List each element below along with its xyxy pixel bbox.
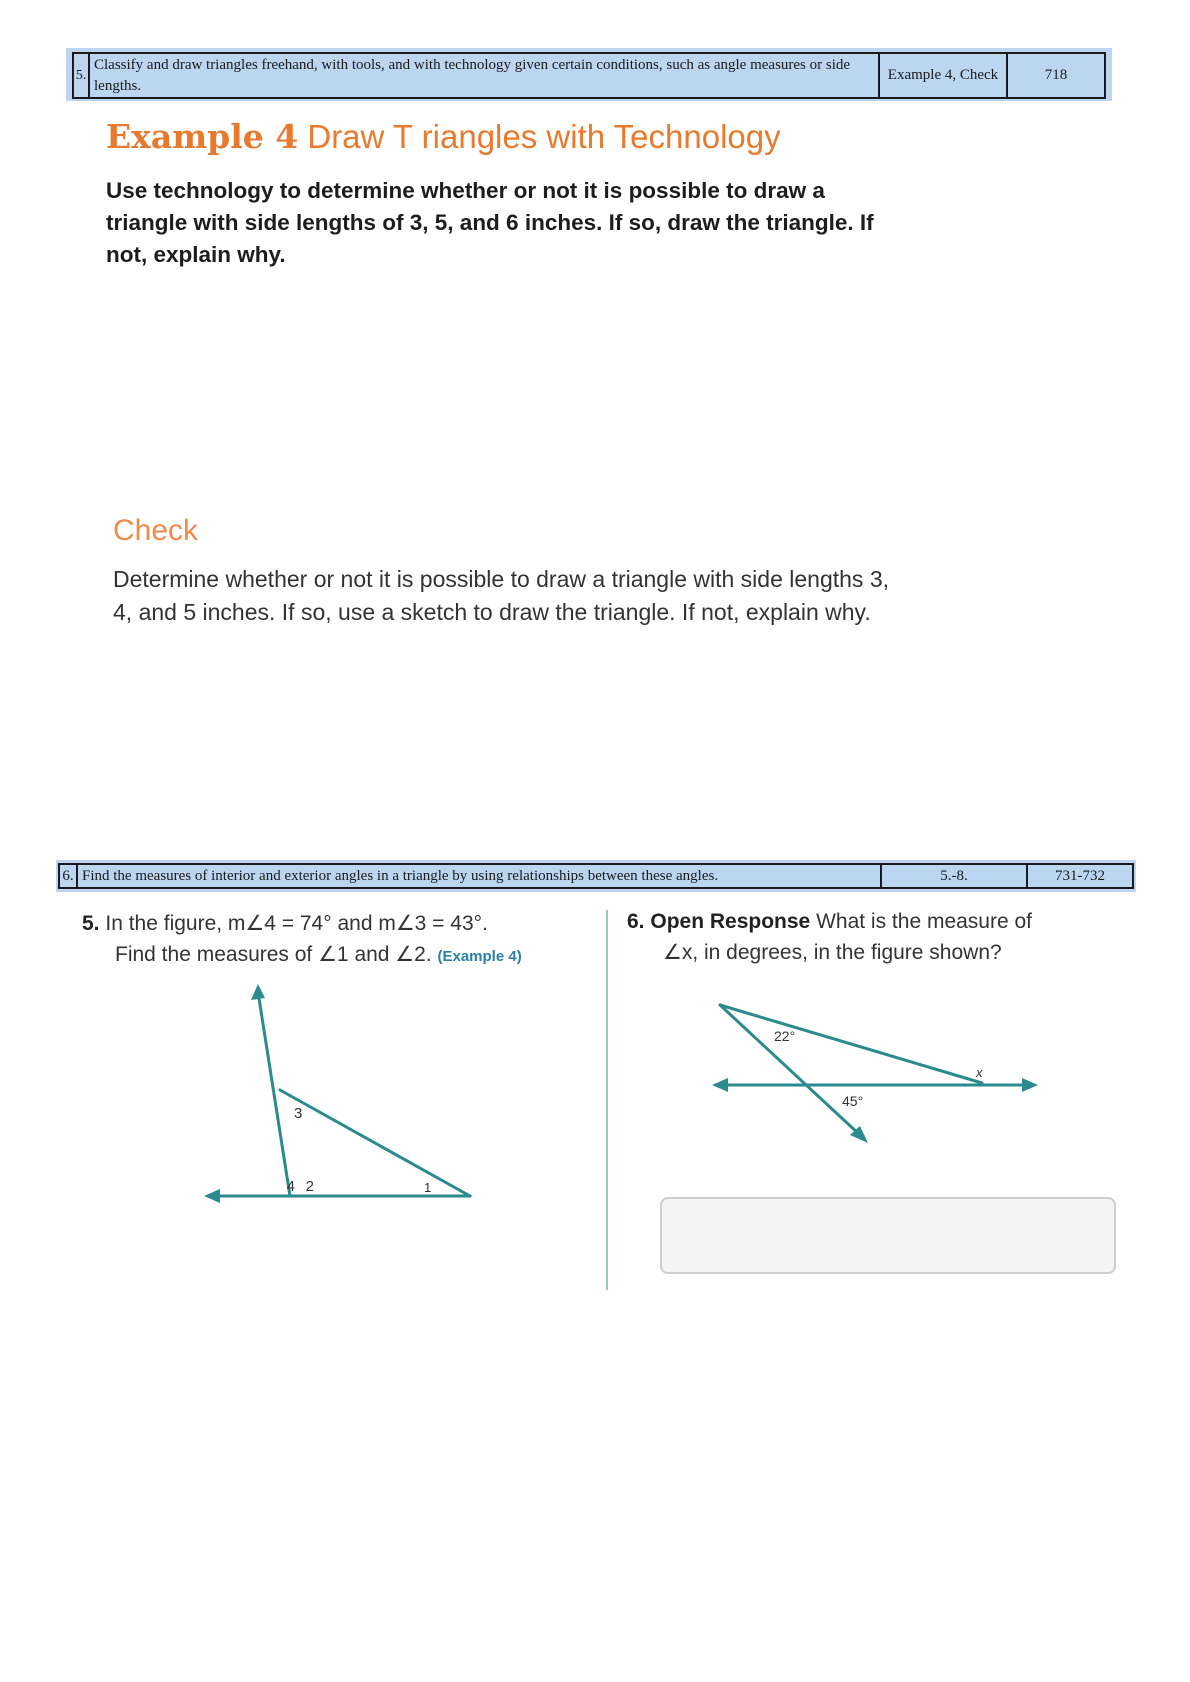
answer-input-box[interactable] [660,1197,1116,1274]
problem-5-text2: Find the measures of ∠1 and ∠2. [115,943,432,966]
column-divider [606,910,608,1290]
angle-3-label: 3 [294,1105,303,1122]
problem-6-text1: What is the measure of [816,910,1033,933]
standard-reference: 5.-8. [881,864,1027,888]
standard-description: Classify and draw triangles freehand, with tools, and with technology given certain conditions, such as angle measures or side lengths. [89,53,879,98]
example-4-prompt: Use technology to determine whether or not it is possible to draw a triangle with side lengths of 3, 5, and 6 inches. If so, draw the triangle. If not, explain why. [106,178,874,267]
arrow-left-icon [712,1078,728,1092]
check-prompt: Determine whether or not it is possible to draw a triangle with side lengths 3, 4, and 5 inches. If so, use a sketch to draw the triangle. If not, explain why. [113,566,890,625]
angle-4-label: 4 [286,1178,295,1195]
standard-pages: 731-732 [1027,864,1133,888]
standard-reference: Example 4, Check [879,53,1007,98]
problem-5-figure [180,980,500,1210]
standard-number: 5. [73,53,89,98]
standard-6-table [58,863,1134,889]
angle-2-label: 2 [305,1178,314,1195]
problem-6-text2: ∠x, in degrees, in the figure shown? [663,941,1002,964]
angle-22-label: 22° [774,1028,796,1044]
example-title: Draw T riangles with Technology [307,118,781,155]
figure-line-top [720,1005,982,1083]
arrow-left-icon [204,1189,220,1203]
problem-5-line2 [82,939,602,972]
arrow-right-icon [1022,1078,1038,1092]
example-4-heading [106,117,781,156]
problem-5 [82,908,602,972]
problem-5-line1 [82,908,602,939]
standard-5-table [72,52,1106,99]
check-heading: Check [113,514,199,547]
angle-1-label: 1 [424,1180,432,1195]
problem-6-line1 [627,906,1097,937]
standard-description: Find the measures of interior and exterior angles in a triangle by using relationships between these angles. [77,864,881,888]
angle-45-label: 45° [842,1093,864,1109]
angle-x-label: x [976,1065,983,1080]
problem-5-text1: In the figure, m∠4 = 74° and m∠3 = 43°. [105,912,488,935]
table-row [73,53,1105,98]
standard-number: 6. [59,864,77,888]
problem-6-figure [700,995,1040,1145]
standard-pages: 718 [1007,53,1105,98]
example-label: Example 4 [106,117,299,156]
problem-6-label: Open Response [650,910,811,933]
arrow-up-icon [251,984,265,1000]
problem-6-number: 6. [627,910,645,933]
table-row [59,864,1133,888]
example-reference: (Example 4) [437,948,522,965]
problem-5-number: 5. [82,912,100,935]
problem-6 [627,906,1097,968]
